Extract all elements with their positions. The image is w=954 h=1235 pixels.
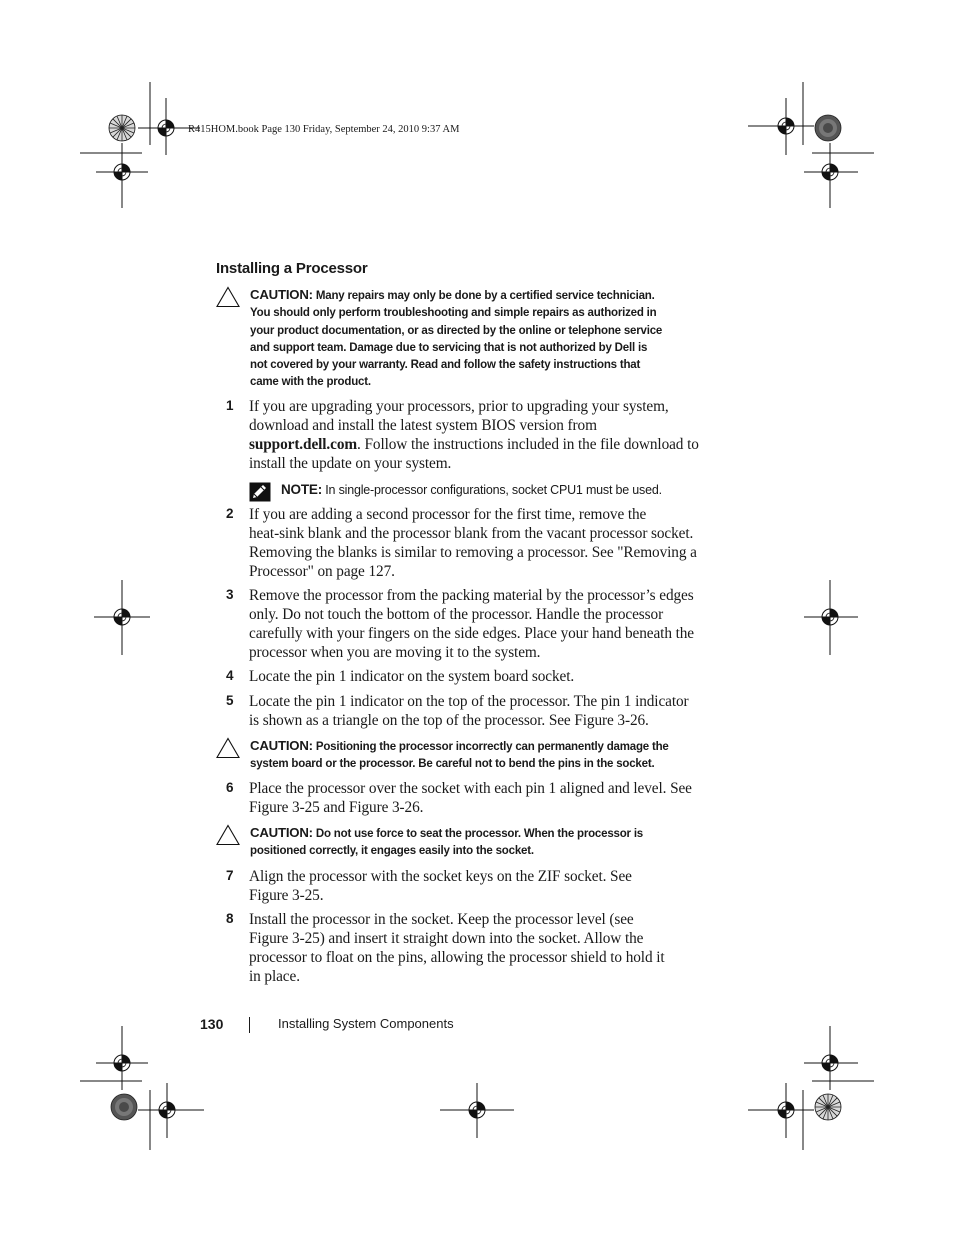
step-text-line: Figure 3-25) and insert it straight down into the socket. Allow the: [249, 930, 644, 947]
step-text-line: If you are adding a second processor for the first time, remove the: [249, 506, 647, 523]
step-text-line: . Follow the instructions included in the file download to: [357, 436, 699, 453]
step-text-line: Place the processor over the socket with each pin 1 aligned and level. See: [249, 780, 692, 797]
step-text-line: Locate the pin 1 indicator on the system board socket.: [249, 668, 575, 685]
step-text-line: Figure 3-25 and Figure 3-26.: [249, 799, 424, 816]
caution-triangle-icon: [216, 824, 240, 846]
footer-divider: [249, 1017, 250, 1033]
step-text-line: Figure 3-25.: [249, 887, 324, 904]
step-text-line: Install the processor in the socket. Keep the processor level (see: [249, 911, 634, 928]
step-text-line: install the update on your system.: [249, 455, 452, 472]
caution-label: CAUTION:: [250, 287, 313, 302]
footer-section-label: Installing System Components: [278, 1016, 454, 1031]
step-text-line: heat-sink blank and the processor blank from the vacant processor socket.: [249, 525, 694, 542]
caution-label: CAUTION:: [250, 738, 313, 753]
caution-text-line: Many repairs may only be done by a certified service technician.: [315, 290, 655, 302]
step-number: 1: [226, 398, 234, 413]
step-number: 7: [226, 868, 234, 883]
caution-label: CAUTION:: [250, 825, 313, 840]
support-link[interactable]: support.dell.com: [249, 436, 358, 453]
step-text-line: is shown as a triangle on the top of the processor. See Figure 3-26.: [249, 712, 649, 729]
step-text-line: processor when you are moving it to the system.: [249, 644, 541, 661]
step-number: 6: [226, 780, 234, 795]
note-pencil-icon: [249, 482, 271, 502]
step-text-line: Remove the processor from the packing material by the processor’s edges: [249, 587, 694, 604]
step-number: 8: [226, 911, 234, 926]
caution-text-line: system board or the processor. Be careful not to bend the pins in the socket.: [250, 758, 655, 771]
caution-text-line: your product documentation, or as directed by the online or telephone service: [250, 324, 663, 337]
step-number: 2: [226, 506, 234, 521]
page-number: 130: [200, 1016, 224, 1032]
step-text-line: download and install the latest system BIOS version from: [249, 417, 597, 434]
step-text-line: Processor" on page 127.: [249, 563, 395, 580]
step-text-line: If you are upgrading your processors, prior to upgrading your system,: [249, 398, 669, 415]
step-number: 4: [226, 668, 234, 683]
caution-text-line: positioned correctly, it engages easily into the socket.: [250, 845, 534, 858]
caution-text-line: You should only perform troubleshooting and simple repairs as authorized in: [250, 307, 657, 320]
caution-text-line: came with the product.: [250, 376, 371, 389]
note-text: In single-processor configurations, socket CPU1 must be used.: [325, 483, 662, 497]
file-info-header: R415HOM.book Page 130 Friday, September 24, 2010 9:37 AM: [188, 124, 460, 135]
step-text-line: carefully with your fingers on the side edges. Place your hand beneath the: [249, 625, 694, 642]
step-text-line: only. Do not touch the bottom of the processor. Handle the processor: [249, 606, 664, 623]
note-label: NOTE:: [281, 482, 322, 497]
caution-text-line: not covered by your warranty. Read and follow the safety instructions that: [250, 359, 641, 372]
caution-text-line: and support team. Damage due to servicing that is not authorized by Dell is: [250, 341, 648, 354]
caution-text-line: Do not use force to seat the processor. When the processor is: [315, 828, 644, 840]
section-title: Installing a Processor: [216, 260, 368, 277]
step-number: 5: [226, 693, 234, 708]
step-text-line: Removing the blanks is similar to removing a processor. See "Removing a: [249, 544, 697, 561]
step-number: 3: [226, 587, 234, 602]
step-text-line: Locate the pin 1 indicator on the top of the processor. The pin 1 indicator: [249, 693, 689, 710]
step-text-line: processor to float on the pins, allowing the processor shield to hold it: [249, 949, 665, 966]
caution-triangle-icon: [216, 737, 240, 759]
step-text-line: in place.: [249, 968, 300, 985]
caution-text-line: Positioning the processor incorrectly can permanently damage the: [315, 741, 669, 753]
step-text-line: Align the processor with the socket keys on the ZIF socket. See: [249, 868, 632, 885]
caution-triangle-icon: [216, 286, 240, 308]
